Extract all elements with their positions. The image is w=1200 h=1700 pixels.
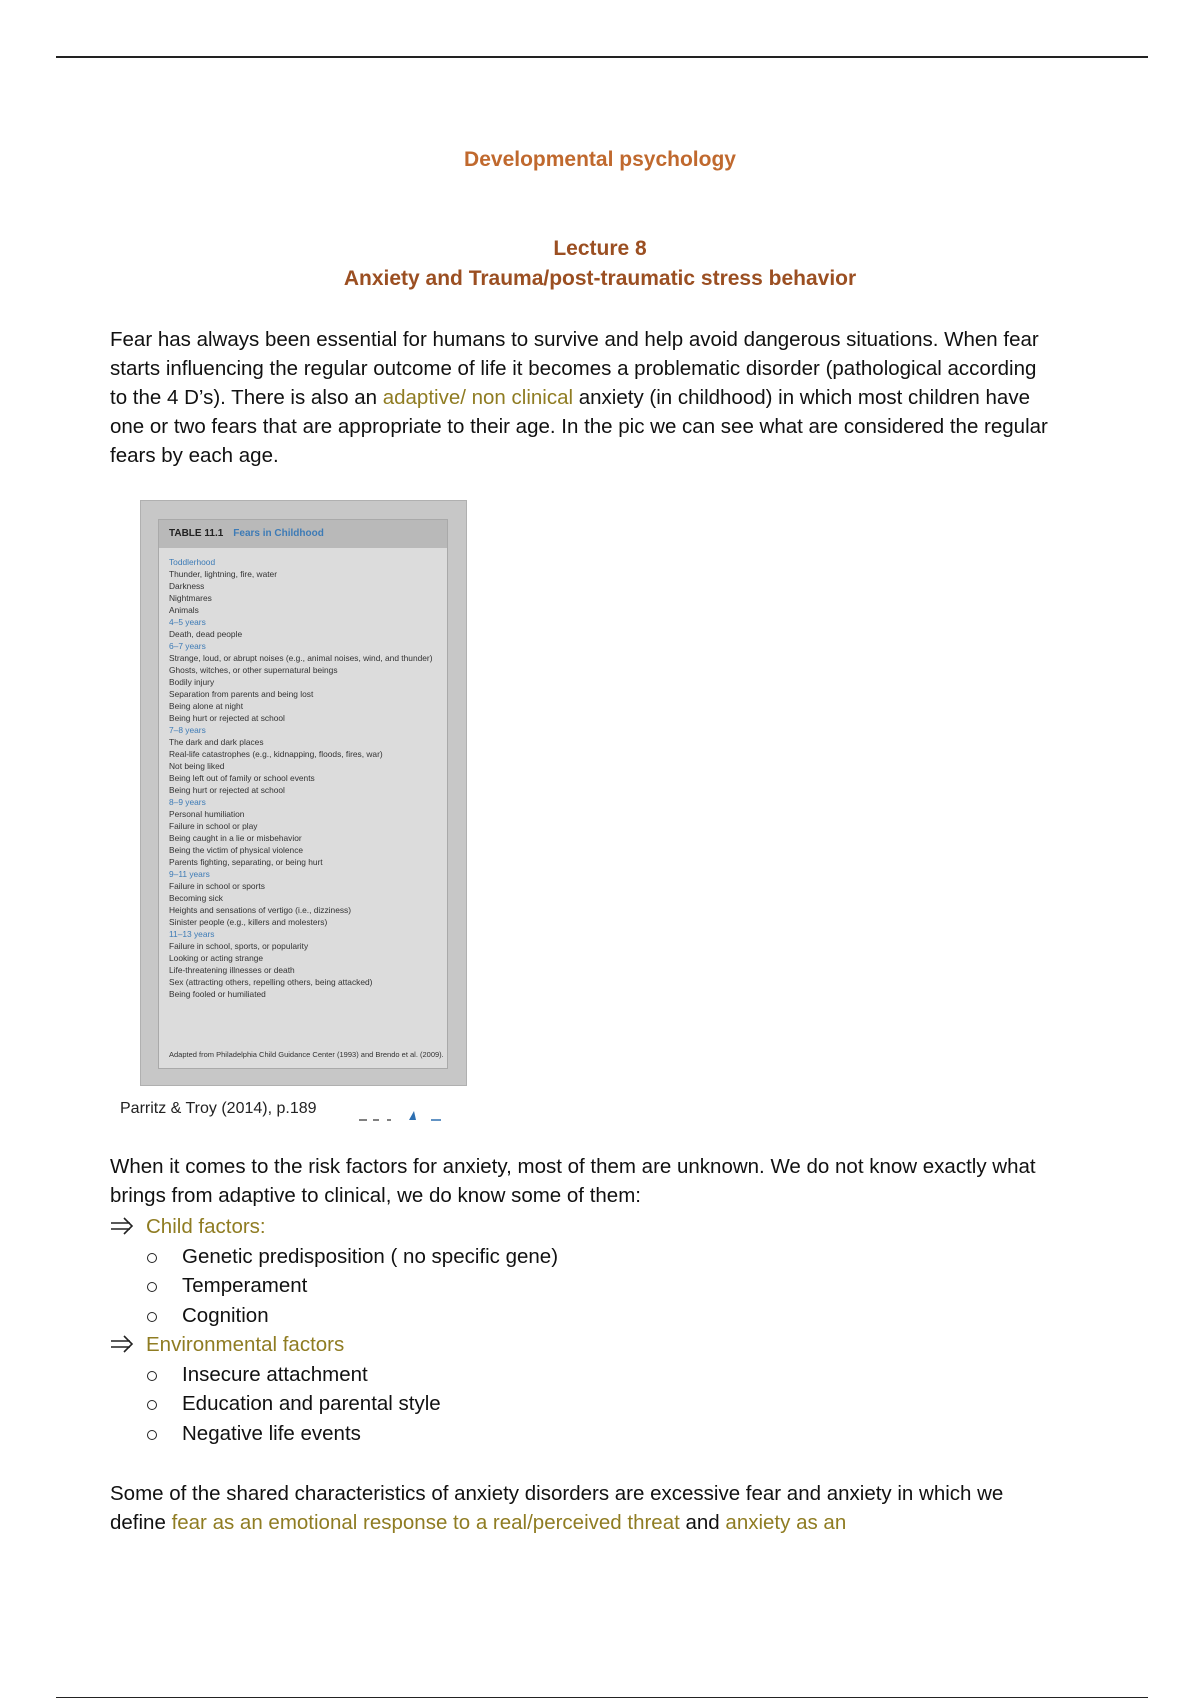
table-fear-item: Becoming sick xyxy=(169,893,223,903)
fears-table-image xyxy=(140,500,467,1086)
risk-category-label: Child factors: xyxy=(146,1215,266,1238)
table-fear-item: Being fooled or humiliated xyxy=(169,989,266,999)
risk-factor-text: Genetic predisposition ( no specific gene) xyxy=(182,1244,559,1268)
risk-factor-item xyxy=(110,1360,558,1390)
table-age-heading: 11–13 years xyxy=(169,929,215,939)
table-source: Adapted from Philadelphia Child Guidance Center (1993) and Brendo et al. (2009). xyxy=(169,1050,444,1059)
table-fear-item: Looking or acting strange xyxy=(169,953,264,963)
risk-factor-text: Cognition xyxy=(182,1303,269,1327)
lecture-number: Lecture 8 xyxy=(553,237,647,260)
risk-intro: When it comes to the risk factors for anxiety, most of them are unknown. We do not know exactly what brings from adaptive to clinical, we do know some of them: xyxy=(110,1155,1036,1207)
risk-factor-list xyxy=(110,1212,558,1448)
figure-caption: Parritz & Troy (2014), p.189 xyxy=(120,1100,317,1117)
intro-highlight: adaptive/ non clinical xyxy=(382,386,574,409)
table-fear-item: Being alone at night xyxy=(169,701,244,711)
table-fear-item: Being hurt or rejected at school xyxy=(169,785,285,795)
intro-paragraph xyxy=(110,325,1050,470)
table-fear-item: Heights and sensations of vertigo (i.e., dizziness) xyxy=(169,905,352,915)
closing-text-2: and xyxy=(679,1511,726,1534)
table-age-heading: Toddlerhood xyxy=(169,557,216,567)
table-label: TABLE 11.1 xyxy=(169,528,224,539)
risk-factor-text: Insecure attachment xyxy=(182,1362,368,1386)
table-fear-item: Strange, loud, or abrupt noises (e.g., animal noises, wind, and thunder) xyxy=(169,653,433,663)
bullet-circle-icon xyxy=(147,1253,157,1263)
table-fear-item: Personal humiliation xyxy=(169,809,245,819)
table-fear-item: Failure in school or sports xyxy=(169,881,265,891)
table-fear-item: Being the victim of physical violence xyxy=(169,845,304,855)
scan-marks xyxy=(357,1110,449,1122)
risk-factor-text: Negative life events xyxy=(182,1421,361,1445)
table-lines xyxy=(169,556,439,1000)
fear-definition: fear as an emotional response to a real/perceived threat xyxy=(171,1511,680,1534)
table-age-heading: 4–5 years xyxy=(169,617,206,627)
table-fear-item: Failure in school, sports, or popularity xyxy=(169,941,309,951)
risk-factor-item xyxy=(110,1419,558,1449)
lecture-subtitle: Anxiety and Trauma/post-traumatic stress behavior xyxy=(343,267,857,290)
risk-factor-item xyxy=(110,1389,558,1419)
table-fear-item: The dark and dark places xyxy=(169,737,264,747)
table-fear-item: Failure in school or play xyxy=(169,821,258,831)
table-header xyxy=(159,520,447,548)
table-fear-item: Ghosts, witches, or other supernatural beings xyxy=(169,665,338,675)
intro-text-2: anxiety (in childhood) in which most children have one or two fears that are appropriate to their age. In the pic we can see what are considered the regular fears by each age. xyxy=(110,386,1048,467)
table-age-heading: 6–7 years xyxy=(169,641,206,651)
risk-factor-item xyxy=(110,1301,558,1331)
table-fear-item: Sinister people (e.g., killers and molesters) xyxy=(169,917,328,927)
bullet-circle-icon xyxy=(147,1430,157,1440)
top-rule xyxy=(56,56,1148,58)
implies-arrow-icon xyxy=(110,1212,136,1241)
table-fear-item: Real-life catastrophes (e.g., kidnapping, floods, fires, war) xyxy=(169,749,383,759)
table-fear-item: Animals xyxy=(169,605,199,615)
bullet-circle-icon xyxy=(147,1371,157,1381)
risk-category-label: Environmental factors xyxy=(146,1333,345,1356)
table-fear-item: Not being liked xyxy=(169,761,225,771)
table-fear-item: Life-threatening illnesses or death xyxy=(169,965,295,975)
table-fear-item: Death, dead people xyxy=(169,629,243,639)
risk-factor-text: Education and parental style xyxy=(182,1392,441,1415)
table-age-heading: 7–8 years xyxy=(169,725,206,735)
risk-factor-text: Temperament xyxy=(182,1274,308,1297)
risk-category xyxy=(110,1212,558,1242)
table-fear-item: Sex (attracting others, repelling others, being attacked) xyxy=(169,977,373,987)
risk-factor-item xyxy=(110,1271,558,1301)
risk-category xyxy=(110,1330,558,1360)
table-fear-item: Being left out of family or school events xyxy=(169,773,315,783)
table-fear-item: Thunder, lightning, fire, water xyxy=(169,569,278,579)
fears-table xyxy=(158,519,448,1069)
bottom-rule xyxy=(56,1697,1148,1698)
table-age-heading: 9–11 years xyxy=(169,869,210,879)
course-title: Developmental psychology xyxy=(464,148,736,171)
table-fear-item: Parents fighting, separating, or being hurt xyxy=(169,857,323,867)
intro-text-1: Fear has always been essential for humans to survive and help avoid dangerous situations. When fear starts influencing the regular outcome of life it becomes a problematic disorder (pathological according to the 4 D’s). There is also an xyxy=(110,328,1039,409)
bullet-circle-icon xyxy=(147,1400,157,1410)
table-fear-item: Nightmares xyxy=(169,593,212,603)
table-fear-item: Being caught in a lie or misbehavior xyxy=(169,833,302,843)
bullet-circle-icon xyxy=(147,1282,157,1292)
table-fear-item: Being hurt or rejected at school xyxy=(169,713,285,723)
bullet-circle-icon xyxy=(147,1312,157,1322)
anxiety-definition: anxiety as an xyxy=(725,1511,847,1534)
closing-text-1: Some of the shared characteristics of anxiety disorders are excessive fear and anxiety in which we define xyxy=(110,1482,1004,1534)
implies-arrow-icon xyxy=(110,1330,136,1359)
table-name: Fears in Childhood xyxy=(233,528,324,539)
table-fear-item: Darkness xyxy=(169,581,205,591)
table-fear-item: Separation from parents and being lost xyxy=(169,689,314,699)
table-age-heading: 8–9 years xyxy=(169,797,206,807)
table-fear-item: Bodily injury xyxy=(169,677,215,687)
risk-factor-item xyxy=(110,1242,558,1272)
closing-paragraph xyxy=(110,1479,1050,1537)
